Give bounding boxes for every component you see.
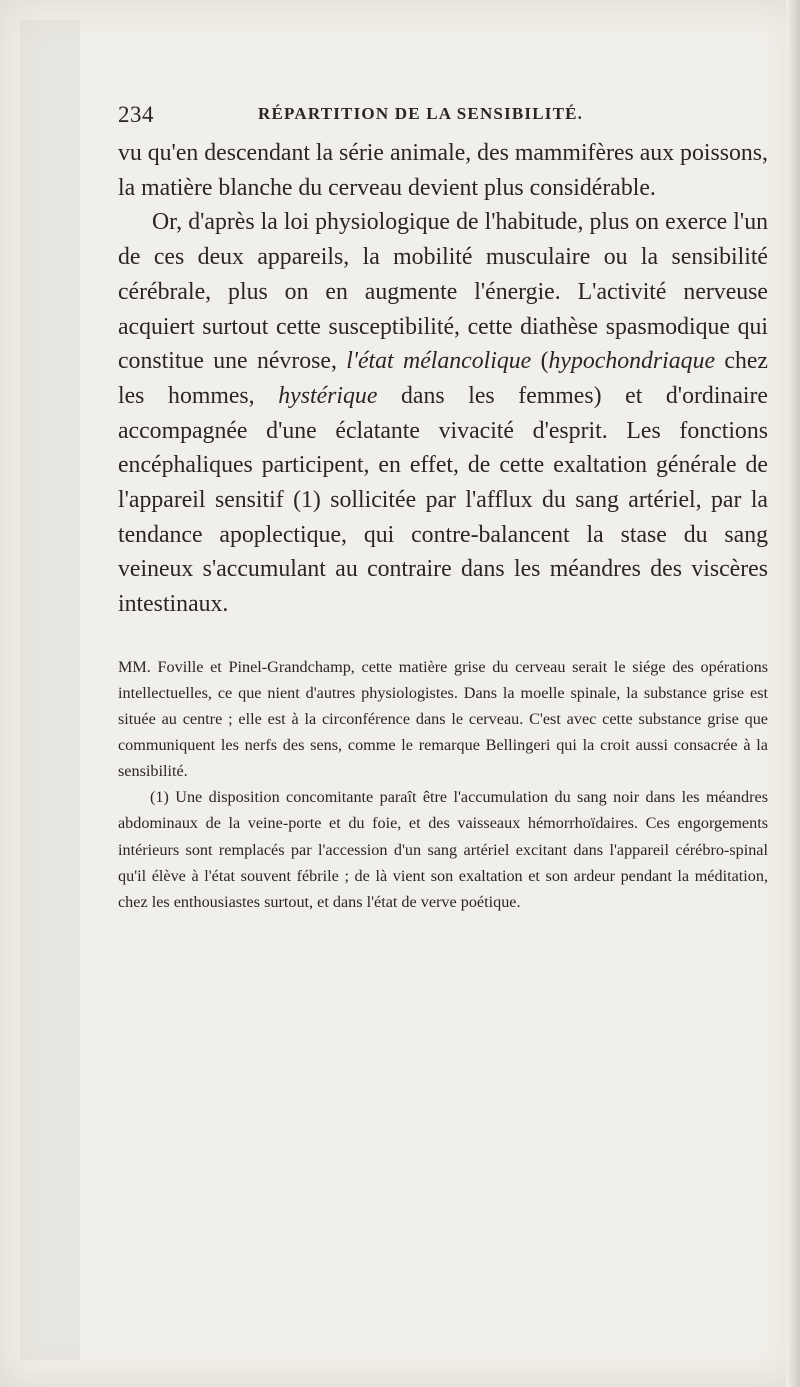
page-edge — [786, 0, 800, 1387]
paragraph-1: vu qu'en descendant la série animale, des mammifères aux poissons, la matière blanche du cerveau devient plus considérable. — [118, 140, 768, 201]
footnote-1: (1) Une disposition concomitante paraît être l'accumulation du sang noir dans les méandres abdominaux de la veine-porte et du foie, et des vaisseaux hémorrhoïdaires. Ces engorgements intérieurs sont remplacés par l'accession d'un sang artériel excitant dans l'appareil cérébro-spinal qu'il élève à l'état souvent fébrile ; de là vient son exaltation et son ardeur pendant la méditation, chez les enthousiastes surtout, et dans l'état de verve poétique. — [118, 788, 768, 911]
footnotes — [118, 654, 768, 915]
emphasis-etat-melancolique: l'état mélancolique — [346, 348, 532, 375]
footnote-continued: MM. Foville et Pinel-Grandchamp, cette matière grise du cerveau serait le siége des opérations intellectuelles, ce que nient d'autres physiologistes. Dans la moelle spinale, la substance grise est située au centre ; elle est à la circonférence dans le cerveau. C'est avec cette substance grise que communiquent les nerfs des sens, comme le remarque Bellingeri qui la croit aussi consacrée à la sensibilité. — [118, 657, 768, 781]
paragraph-2-text-b: ( — [531, 348, 549, 375]
emphasis-hypochondriaque: hypochondriaque — [548, 348, 716, 375]
paragraph-2-text-a: Or, d'après la loi physiologique de l'habitude, plus on exerce l'un de ces deux appareils, la mobilité musculaire ou la sensibilité cérébrale, plus on en augmente l'énergie. L'activité nerveuse acquiert surtout cette susceptibilité, cette diathèse spasmodique qui constitue une névrose, — [118, 209, 768, 375]
paragraph-2-text-d: dans les femmes) et d'ordinaire accompagnée d'une éclatante vivacité d'esprit. Les fonctions encéphaliques participent, en effet, de cette exaltation générale de l'appareil sensitif (1) sollicitée par l'afflux du sang artériel, par la tendance apoplectique, qui contre-balancent la stase du sang veineux s'accumulant au contraire dans les méandres des viscères intestinaux. — [118, 382, 768, 618]
paragraph-2 — [118, 205, 768, 621]
paragraph-2-text-c: chez les hommes, — [118, 348, 768, 409]
running-title: RÉPARTITION DE LA SENSIBILITÉ. — [258, 104, 584, 123]
body-text — [118, 136, 768, 622]
running-head — [118, 100, 768, 136]
page-content — [118, 100, 768, 915]
emphasis-hysterique: hystérique — [278, 382, 378, 409]
page-number: 234 — [118, 102, 154, 127]
page-shading — [20, 20, 80, 1360]
